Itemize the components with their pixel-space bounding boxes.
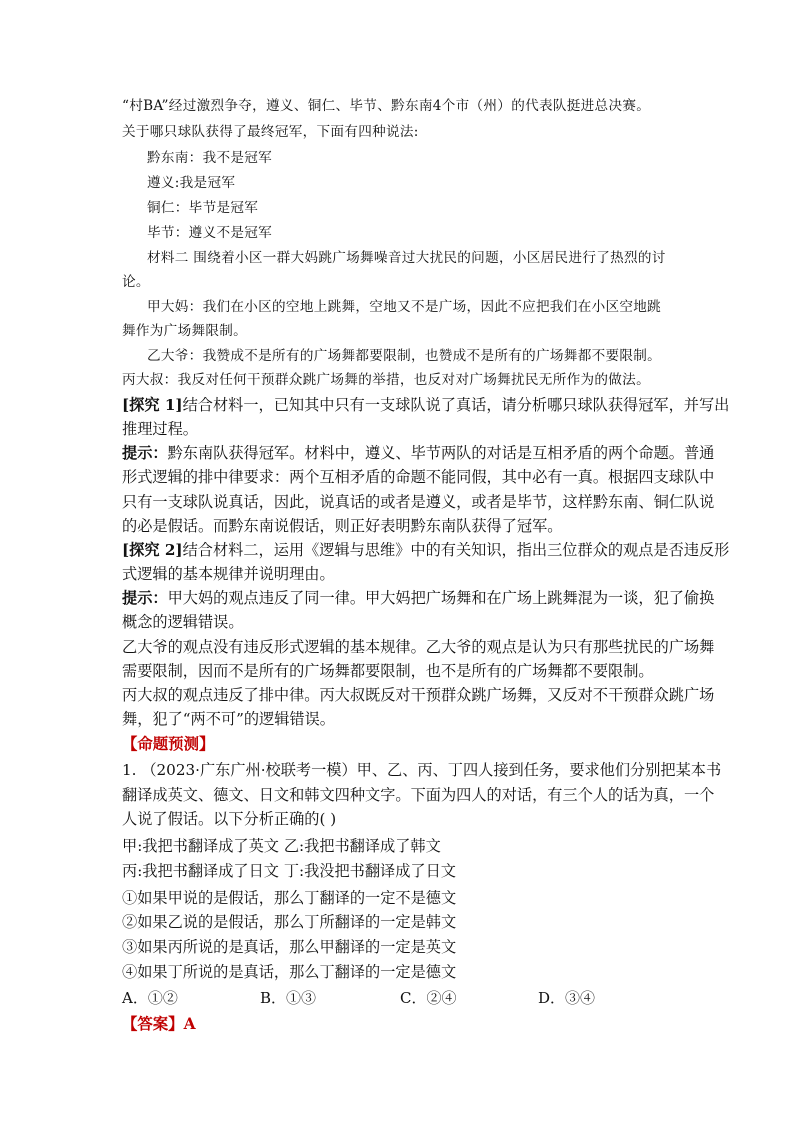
question-line1: 1. （2023·广东广州·校联考一模）甲、乙、丙、丁四人接到任务，要求他们分别把某本书 bbox=[122, 761, 722, 779]
prediction-heading: 【命题预测】 bbox=[122, 735, 215, 753]
question-line2: 翻译成英文、德文、日文和韩文四种文字。下面为四人的对话，有三个人的话为真，一个 bbox=[122, 786, 715, 804]
statement-zunyi: 遵义:我是冠军 bbox=[147, 175, 236, 191]
explore2-yi-line1: 乙大爷的观点没有违反形式逻辑的基本规律。乙大爷的观点是认为只有那些扰民的广场舞 bbox=[122, 638, 715, 656]
option-a: A．①② bbox=[122, 989, 178, 1007]
explore1-hint-line2: 形式逻辑的排中律要求：两个互相矛盾的命题不能同假，其中必有一真。根据四支球队中 bbox=[122, 468, 715, 486]
hint-label: 提示： bbox=[122, 444, 168, 462]
explore2-hint-line2: 概念的逻辑错误。 bbox=[122, 613, 244, 631]
explore1-question-line1: [探究 1]结合材料一，已知其中只有一支球队说了真话，请分析哪只球队获得冠军，并写出 bbox=[122, 396, 730, 414]
material2-intro-line2: 论。 bbox=[122, 274, 150, 290]
bing-dashu-line: 丙大叔：我反对任何干预群众跳广场舞的举措，也反对对广场舞扰民无所作为的做法。 bbox=[122, 372, 650, 388]
dialogue-line2: 丙:我把书翻译成了日文 丁:我没把书翻译成了日文 bbox=[122, 862, 456, 880]
yi-daye-line: 乙大爷：我赞成不是所有的广场舞都要限制，也赞成不是所有的广场舞都不要限制。 bbox=[147, 348, 662, 364]
material1-intro-line1: “村BA”经过激烈争夺，遵义、铜仁、毕节、黔东南4个市（州）的代表队挺进总决赛。 bbox=[122, 98, 651, 114]
explore2-tag: [探究 2] bbox=[122, 541, 183, 559]
claim-2: ②如果乙说的是假话，那么丁所翻译的一定是韩文 bbox=[122, 913, 457, 931]
material1-intro-line2: 关于哪只球队获得了最终冠军，下面有四种说法: bbox=[122, 124, 419, 140]
dialogue-line1: 甲:我把书翻译成了英文 乙:我把书翻译成了韩文 bbox=[122, 837, 441, 855]
option-c: C．②④ bbox=[400, 989, 457, 1007]
statement-tongren: 铜仁：毕节是冠军 bbox=[147, 200, 259, 216]
explore2-question-line2: 式逻辑的基本规律并说明理由。 bbox=[122, 565, 335, 583]
answer-value: A bbox=[183, 1015, 196, 1033]
explore1-tag: [探究 1] bbox=[122, 396, 183, 414]
explore2-question-line1: [探究 2]结合材料二，运用《逻辑与思维》中的有关知识，指出三位群众的观点是否违反形 bbox=[122, 541, 730, 559]
statement-bijie: 毕节：遵义不是冠军 bbox=[147, 225, 273, 241]
claim-3: ③如果丙所说的是真话，那么甲翻译的一定是英文 bbox=[122, 938, 457, 956]
explore2-bing-line1: 丙大叔的观点违反了排中律。丙大叔既反对干预群众跳广场舞，又反对不干预群众跳广场 bbox=[122, 686, 715, 704]
hint-label: 提示： bbox=[122, 589, 168, 607]
explore1-hint-line3: 只有一支球队说真话，因此，说真话的或者是遵义，或者是毕节，这样黔东南、铜仁队说 bbox=[122, 493, 715, 511]
question-line3: 人说了假话。以下分析正确的( ) bbox=[122, 810, 337, 828]
jia-dama-line1: 甲大妈：我们在小区的空地上跳舞，空地又不是广场，因此不应把我们在小区空地跳 bbox=[147, 299, 662, 315]
answer-label: 【答案】 bbox=[122, 1015, 184, 1033]
answer-line bbox=[122, 1014, 196, 1034]
claim-1: ①如果甲说的是假话，那么丁翻译的一定不是德文 bbox=[122, 889, 457, 907]
explore2-yi-line2: 需要限制，因而不是所有的广场舞都要限制，也不是所有的广场舞都不要限制。 bbox=[122, 662, 654, 680]
statement-qiandongnan: 黔东南：我不是冠军 bbox=[147, 150, 273, 166]
explore1-question-line2: 推理过程。 bbox=[122, 420, 198, 438]
option-d: D．③④ bbox=[538, 989, 596, 1007]
explore1-hint-line1: 提示：黔东南队获得冠军。材料中，遵义、毕节两队的对话是互相矛盾的两个命题。普通 bbox=[122, 444, 715, 462]
material2-intro-line1: 材料二 围绕着小区一群大妈跳广场舞噪音过大扰民的问题，小区居民进行了热烈的讨 bbox=[147, 250, 666, 266]
claim-4: ④如果丁所说的是真话，那么丁翻译的一定是德文 bbox=[122, 963, 457, 981]
explore1-hint-line4: 的必是假话。而黔东南说假话，则正好表明黔东南队获得了冠军。 bbox=[122, 517, 563, 535]
explore2-bing-line2: 舞，犯了“两不可”的逻辑错误。 bbox=[122, 710, 335, 728]
explore2-hint-line1: 提示：甲大妈的观点违反了同一律。甲大妈把广场舞和在广场上跳舞混为一谈，犯了偷换 bbox=[122, 589, 715, 607]
jia-dama-line2: 舞作为广场舞限制。 bbox=[122, 323, 248, 339]
option-b: B．①③ bbox=[260, 989, 317, 1007]
